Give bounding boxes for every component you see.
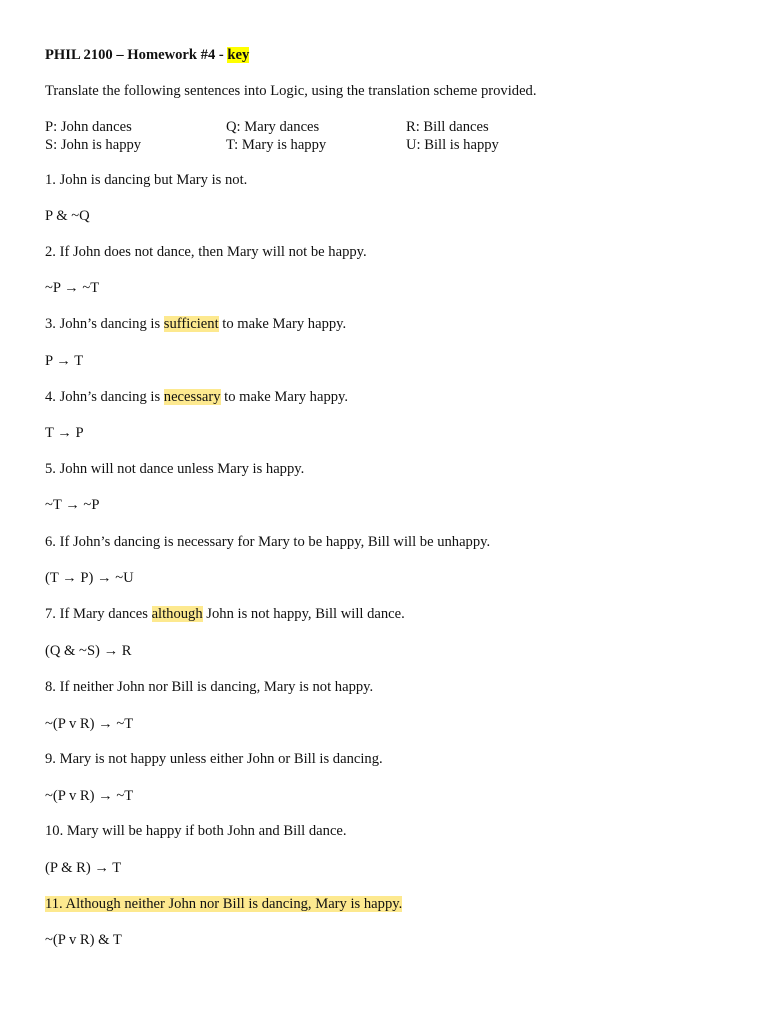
question-4: [45, 388, 348, 406]
question-text: John is not happy, Bill will dance.: [202, 606, 405, 622]
highlight-necessary: necessary: [163, 389, 221, 405]
question-8: [45, 678, 373, 696]
scheme-r: R: Bill dances: [406, 119, 489, 135]
highlight-although: although: [151, 606, 203, 622]
answer-4: T → P: [45, 425, 84, 441]
question-11: [45, 895, 402, 913]
question-text: 2. If John does not dance, then Mary will not be happy.: [45, 244, 367, 260]
highlight-question-11: 11. Although neither John nor Bill is dancing, Mary is happy.: [45, 896, 403, 912]
answer-5: ~T → ~P: [45, 497, 100, 513]
answer-3: P → T: [45, 353, 84, 369]
question-text: 9. Mary is not happy unless either John or Bill is dancing.: [45, 751, 383, 767]
question-1: [45, 171, 247, 189]
answer-2: ~P → ~T: [45, 280, 100, 296]
answer-9: ~(P v R) → ~T: [45, 788, 134, 804]
answer-10: (P & R) → T: [45, 860, 122, 876]
question-text: 8. If neither John nor Bill is dancing, Mary is not happy.: [45, 679, 374, 695]
title-text: PHIL 2100 – Homework #4 -: [45, 47, 228, 63]
instructions-text: Translate the following sentences into Logic, using the translation scheme provided.: [45, 83, 537, 99]
question-text: to make Mary happy.: [220, 389, 349, 405]
highlight-sufficient: sufficient: [163, 316, 219, 332]
scheme-p: P: John dances: [45, 119, 132, 135]
question-7: [45, 605, 405, 623]
question-3: [45, 315, 346, 333]
scheme-row-2: [45, 136, 745, 154]
question-9: [45, 750, 383, 768]
answer-6: (T → P) → ~U: [45, 570, 134, 586]
question-text: 3. John’s dancing is: [45, 316, 164, 332]
question-text: 7. If Mary dances: [45, 606, 152, 622]
page-title: [45, 46, 249, 64]
scheme-t: T: Mary is happy: [226, 137, 327, 153]
question-text: 10. Mary will be happy if both John and Bill dance.: [45, 823, 347, 839]
question-text: 5. John will not dance unless Mary is happy.: [45, 461, 305, 477]
question-5: [45, 460, 304, 478]
answer-7: (Q & ~S) → R: [45, 643, 132, 659]
question-text: 1. John is dancing but Mary is not.: [45, 172, 248, 188]
question-text: 4. John’s dancing is: [45, 389, 164, 405]
question-2: [45, 243, 367, 261]
scheme-row-1: [45, 118, 745, 136]
scheme-u: U: Bill is happy: [406, 137, 499, 153]
question-text: 6. If John’s dancing is necessary for Mary to be happy, Bill will be unhappy.: [45, 534, 491, 550]
question-10: [45, 822, 347, 840]
answer-11: ~(P v R) & T: [45, 932, 122, 948]
question-6: [45, 533, 490, 551]
answer-8: ~(P v R) → ~T: [45, 716, 134, 732]
title-key-highlight: key: [227, 47, 250, 63]
answer-1: P & ~Q: [45, 208, 90, 224]
scheme-q: Q: Mary dances: [226, 119, 320, 135]
question-text: to make Mary happy.: [218, 316, 347, 332]
scheme-s: S: John is happy: [45, 137, 142, 153]
